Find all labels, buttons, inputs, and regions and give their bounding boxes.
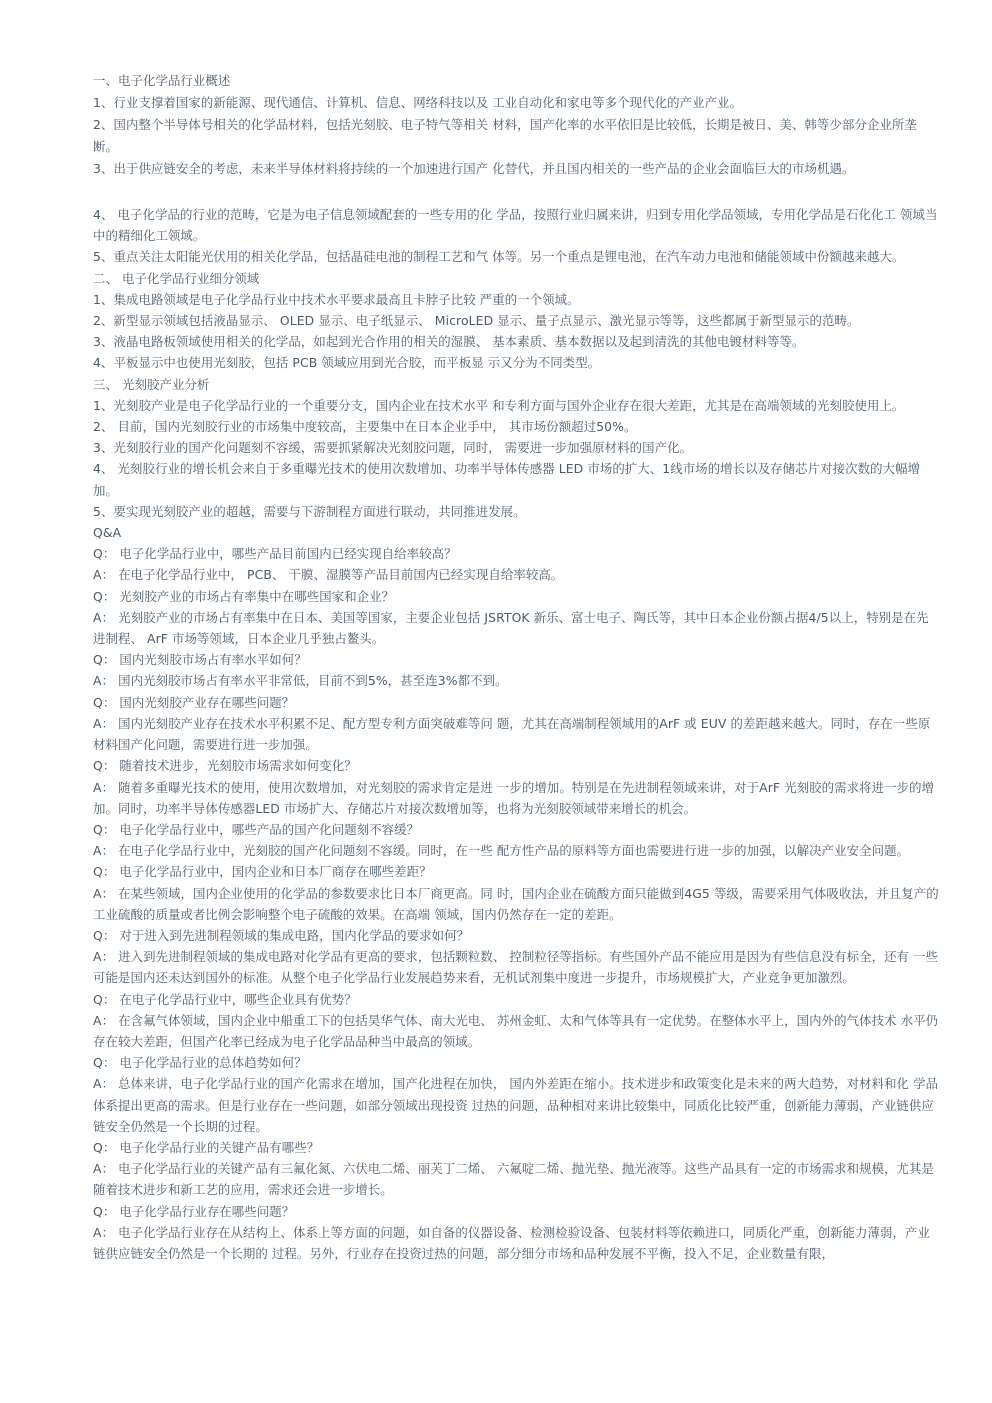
question: Q： 电子化学品行业的总体趋势如何？	[93, 1055, 307, 1071]
paragraph: 1、集成电路领域是电子化学品行业中技术水平要求最高且卡脖子比较 严重的一个领域。	[93, 291, 580, 307]
question: Q： 电子化学品行业中，国内企业和日本厂商存在哪些差距？	[93, 864, 432, 880]
section-heading-segments: 二、 电子化学品行业细分领域	[93, 270, 260, 286]
question: Q： 电子化学品行业的关键产品有哪些？	[93, 1139, 320, 1155]
paragraph: 4、 光刻胶行业的增长机会来自于多重曝光技术的使用次数增加、功率半导体传感器 LED 市场的扩大、1线市场的增长以及存储芯片对接次数的大幅增加。	[93, 461, 921, 498]
section-heading-qa: Q&A	[93, 525, 122, 541]
question: Q： 光刻胶产业的市场占有率集中在哪些国家和企业？	[93, 588, 395, 604]
answer: A： 国内光刻胶产业存在技术水平积累不足、配方型专利方面突破难等问 题，尤其在高端制程领域用的ArF 或 EUV 的差距越来越大。同时，存在一些原材料国产化问题，需要进行进一步加强。	[93, 715, 931, 753]
paragraph: 4、平板显示中也使用光刻胶，包括 PCB 领域应用到光合胶，而平板显 示又分为不同类型。	[93, 355, 601, 371]
paragraph: 1、行业支撑着国家的新能源、现代通信、计算机、信息、网络科技以及 工业自动化和家电等多个现代化的产业产业。	[93, 95, 743, 111]
answer: A： 电子化学品行业存在从结构上、体系上等方面的问题，如自备的仪器设备、检测检验设备、包装材料等依赖进口，同质化严重，创新能力薄弱，产业链供应链安全仍然是一个长期的 过程。另外，行业存在投资过热的问题，部分细分市场和品种发展不平衡，投入不足，企业数量有限，	[93, 1224, 930, 1261]
answer: A： 国内光刻胶市场占有率水平非常低，目前不到5%，甚至连3%都不到。	[93, 673, 508, 689]
paragraph: 2、新型显示领域包括液晶显示、 OLED 显示、电子纸显示、 MicroLED 显示、量子点显示、激光显示等等，这些都属于新型显示的范畴。	[93, 313, 860, 329]
question: Q： 国内光刻胶产业存在哪些问题？	[93, 694, 295, 710]
answer: A： 随着多重曝光技术的使用，使用次数增加，对光刻胶的需求肯定是进 一步的增加。特别是在先进制程领域来讲，对于ArF 光刻胶的需求将进一步的增加。同时，功率半导体传感器LED 市场扩大、存储芯片对接次数增加等，也将为光刻胶领域带来增长的机会。	[93, 779, 935, 816]
blank-line	[93, 179, 941, 204]
question: Q： 随着技术进步，光刻胶市场需求如何变化？	[93, 758, 357, 774]
section-heading-photoresist: 三、 光刻胶产业分析	[93, 376, 210, 392]
paragraph: 3、出于供应链安全的考虑，未来半导体材料将持续的一个加速进行国产 化替代，并且国内相关的一些产品的企业会面临巨大的市场机遇。	[93, 160, 855, 176]
question: Q： 电子化学品行业中，哪些产品目前国内已经实现自给率较高？	[93, 546, 457, 562]
paragraph: 5、重点关注太阳能光伏用的相关化学品，包括晶硅电池的制程工艺和气 体等。另一个重点是锂电池，在汽车动力电池和储能领域中份额越来越大。	[93, 249, 905, 265]
question: Q： 电子化学品行业中，哪些产品的国产化问题刻不容缓？	[93, 821, 420, 837]
question: Q： 对于进入到先进制程领域的集成电路，国内化学品的要求如何？	[93, 927, 470, 943]
answer: A： 电子化学品行业的关键产品有三氟化氮、六伏电二烯、丽芙丁二烯、 六氟啶二烯、抛光垫、抛光液等。这些产品具有一定的市场需求和规模，尤其是随着技术进步和新工艺的应用，需求还会进一步增长。	[93, 1161, 935, 1198]
question: Q： 在电子化学品行业中，哪些企业具有优势？	[93, 991, 357, 1007]
answer: A： 在电子化学品行业中， PCB、 干膜、湿膜等产品目前国内已经实现自给率较高。	[93, 567, 564, 583]
answer: A： 在含氟气体领域，国内企业中船重工下的包括昊华气体、南大光电、 苏州金虹、太和气体等具有一定优势。在整体水平上，国内外的气体技术 水平仍存在较大差距，但国产化率已经成为电子化学品品种当中最高的领域。	[93, 1012, 939, 1049]
answer: A： 进入到先进制程领域的集成电路对化学品有更高的要求，包括颗粒数、 控制粒径等指标。有些国外产品不能应用是因为有些信息没有标全，还有 一些可能是国内还未达到国外的标准。从整个电子化学品行业发展趋势来看，无机试剂集中度进一步提升，市场规模扩大，产业竞争更加激烈。	[93, 949, 939, 986]
paragraph: 4、 电子化学品的行业的范畴，它是为电子信息领域配套的一些专用的化 学品，按照行业归属来讲，归到专用化学品领域，专用化学品是石化化工 领域当中的精细化工领域。	[93, 207, 938, 244]
question: Q： 国内光刻胶市场占有率水平如何？	[93, 652, 307, 668]
answer: A： 在电子化学品行业中，光刻胶的国产化问题刻不容缓。同时，在一些 配方性产品的原料等方面也需要进行进一步的加强，以解决产业安全问题。	[93, 843, 910, 859]
section-heading-overview: 一、电子化学品行业概述	[93, 73, 231, 88]
paragraph: 5、要实现光刻胶产业的超越，需要与下游制程方面进行联动，共同推进发展。	[93, 503, 526, 519]
question: Q： 电子化学品行业存在哪些问题？	[93, 1203, 295, 1219]
paragraph: 1、光刻胶产业是电子化学品行业的一个重要分支，国内企业在技术水平 和专利方面与国外企业存在很大差距，尤其是在高端领域的光刻胶使用上。	[93, 397, 905, 413]
answer: A： 光刻胶产业的市场占有率集中在日本、美国等国家，主要企业包括 JSRTOK 新乐、富士电子、陶氏等，其中日本企业份额占据4/5以上，特别是在先进制程、 ArF 市场等领域，日本企业几乎独占鳌头。	[93, 609, 929, 647]
answer: A： 在某些领域，国内企业使用的化学品的参数要求比日本厂商更高。同 时，国内企业在硫酸方面只能做到4G5 等级，需要采用气体吸收法，并且复产的工业硫酸的质量或者比例会影响整个电子硫酸的效果。在高端 领域，国内仍然存在一定的差距。	[93, 885, 939, 922]
document-body	[93, 70, 941, 1264]
paragraph: 3、光刻胶行业的国产化问题刻不容缓，需要抓紧解决光刻胶问题，同时， 需要进一步加强原材料的国产化。	[93, 440, 693, 456]
paragraph: 2、 目前，国内光刻胶行业的市场集中度较高，主要集中在日本企业手中， 其市场份额超过50%。	[93, 419, 637, 435]
answer: A： 总体来讲，电子化学品行业的国产化需求在增加，国产化进程在加快， 国内外差距在缩小。技术进步和政策变化是未来的两大趋势，对材料和化 学品体系提出更高的需求。但是行业存在一些问题，如部分领域出现投资 过热的问题，品种相对来讲比较集中，同质化比较严重，创新能力薄弱，产业链供应链安全仍然是一个长期的过程。	[93, 1076, 939, 1134]
paragraph: 3、液晶电路板领域使用相关的化学品，如起到光合作用的相关的湿膜、 基本素质、基本数据以及起到清洗的其他电镀材料等等。	[93, 334, 805, 350]
paragraph: 2、国内整个半导体号相关的化学品材料，包括光刻胶、电子特气等相关 材料，国产化率的水平依旧是比较低，长期是被日、美、韩等少部分企业所垄断。	[93, 117, 917, 154]
